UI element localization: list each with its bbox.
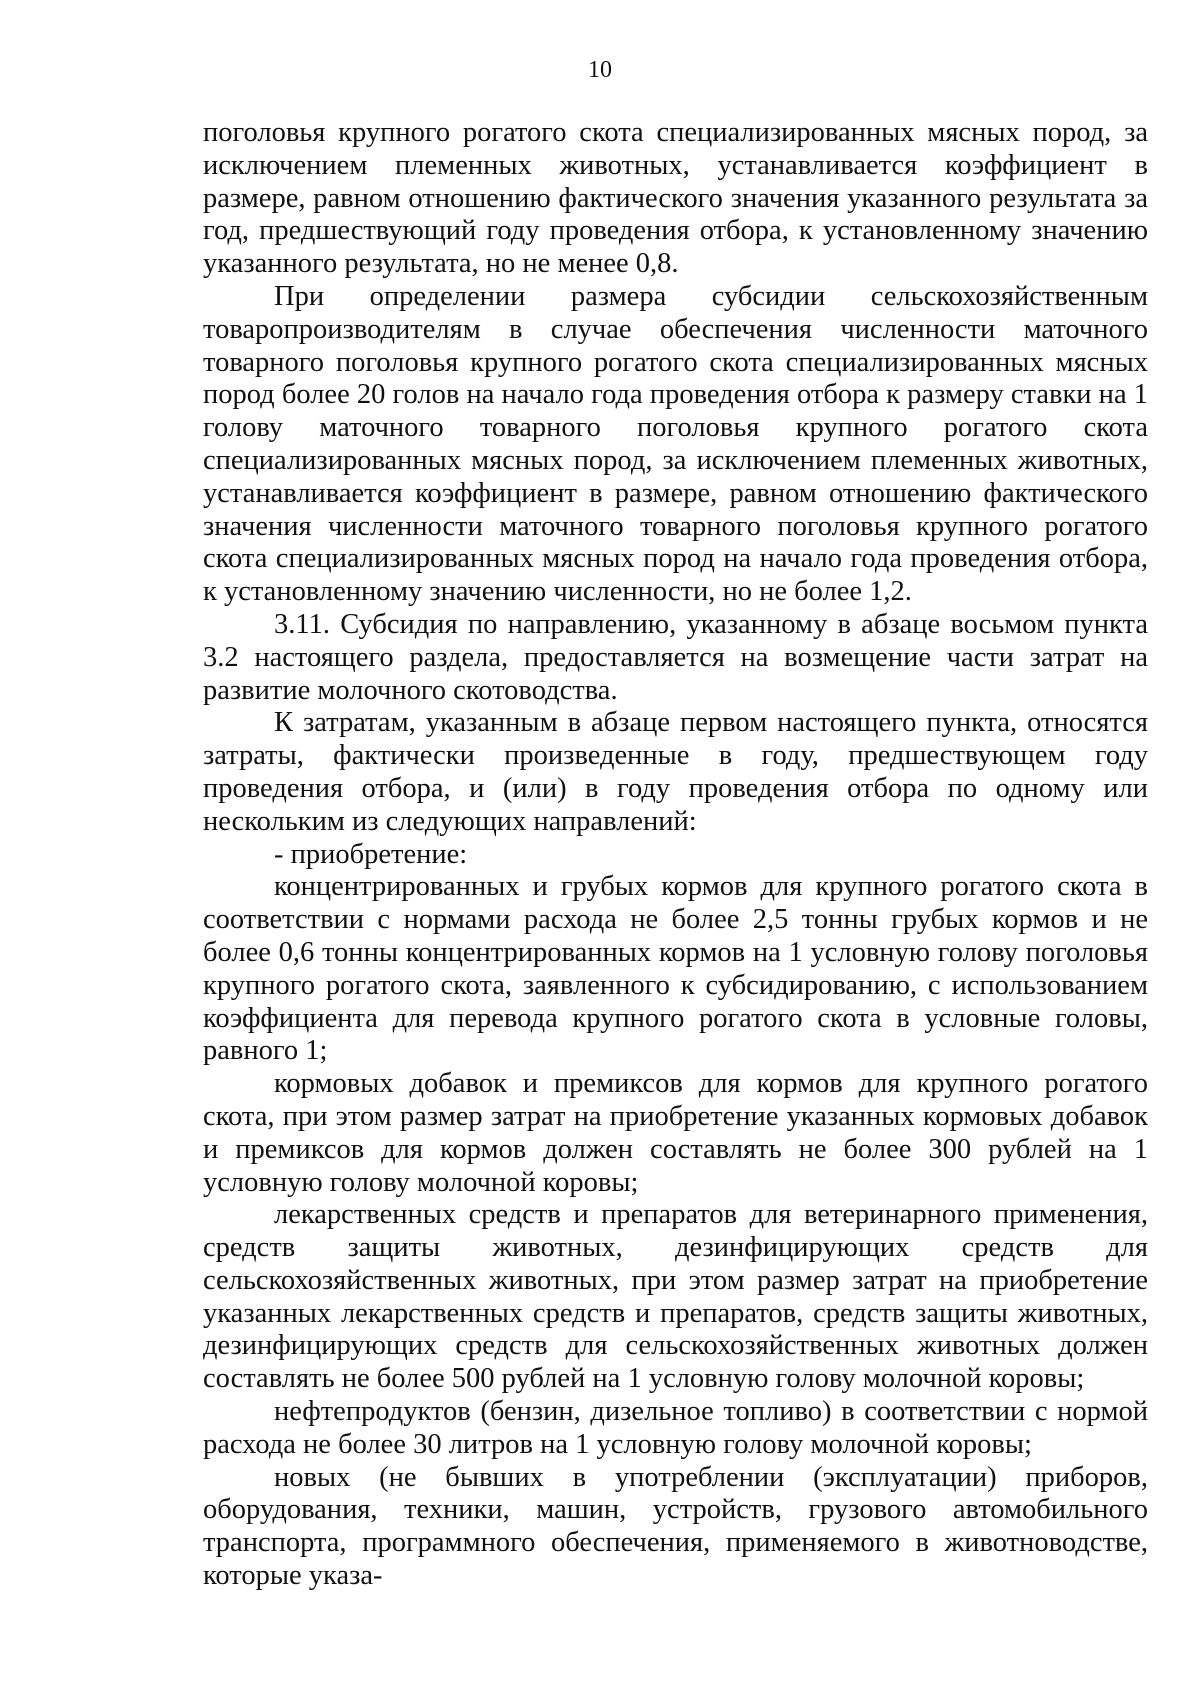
document-body xyxy=(203,117,1148,1593)
paragraph-continuation: поголовья крупного рогатого скота специализированных мясных пород, за исключением племенных животных, устанавливается коэффициент в размере, равном отношению фактического значения указанного результата за год, предшествующий году проведения отбора, к установленному значению указанного результата, но не менее 0,8. xyxy=(203,117,1148,280)
paragraph: При определении размера субсидии сельскохозяйственным товаропроизводителям в случае обеспечения численности маточного товарного поголовья крупного рогатого скота специализированных мясных пород более 20 голов на начало года проведения отбора к размеру ставки на 1 голову маточного товарного поголовья крупного рогатого скота специализированных мясных пород, за исключением племенных животных, устанавливается коэффициент в размере, равном отношению фактического значения численности маточного товарного поголовья крупного рогатого скота специализированных мясных пород на начало года проведения отбора, к установленному значению численности, но не более 1,2. xyxy=(203,280,1148,608)
paragraph-clause-3-11: 3.11. Субсидия по направлению, указанному в абзаце восьмом пункта 3.2 настоящего раздела, предоставляется на возмещение части затрат на развитие молочного скотоводства. xyxy=(203,608,1148,706)
list-heading: - приобретение: xyxy=(274,838,468,870)
paragraph: К затратам, указанным в абзаце первом настоящего пункта, относятся затраты, фактически произведенные в году, предшествующем году проведения отбора, и (или) в году проведения отбора по одному или нескольким из следующих направлений: xyxy=(203,707,1148,837)
page-number: 10 xyxy=(588,57,612,83)
list-item: концентрированных и грубых кормов для крупного рогатого скота в соответствии с нормами расхода не более 2,5 тонны грубых кормов и не более 0,6 тонны концентрированных кормов на 1 условную голову поголовья крупного рогатого скота, заявленного к субсидированию, с использованием коэффициента для перевода крупного рогатого скота в условные головы, равного 1; xyxy=(203,871,1148,1067)
list-item: лекарственных средств и препаратов для ветеринарного применения, средств защиты животных, дезинфицирующих средств для сельскохозяйственных животных, при этом размер затрат на приобретение указанных лекарственных средств и препаратов, средств защиты животных, дезинфицирующих средств для сельскохозяйственных животных должен составлять не более 500 рублей на 1 условную голову молочной коровы; xyxy=(203,1199,1148,1395)
list-item: кормовых добавок и премиксов для кормов для крупного рогатого скота, при этом размер затрат на приобретение указанных кормовых добавок и премиксов для кормов должен составлять не более 300 рублей на 1 условную голову молочной коровы; xyxy=(203,1068,1148,1198)
list-item: нефтепродуктов (бензин, дизельное топливо) в соответствии с нормой расхода не более 30 литров на 1 условную голову молочной коровы; xyxy=(203,1396,1148,1460)
list-item: новых (не бывших в употреблении (эксплуатации) приборов, оборудования, техники, машин, устройств, грузового автомобильного транспорта, программного обеспечения, применяемого в животноводстве, которые указа- xyxy=(203,1461,1148,1592)
